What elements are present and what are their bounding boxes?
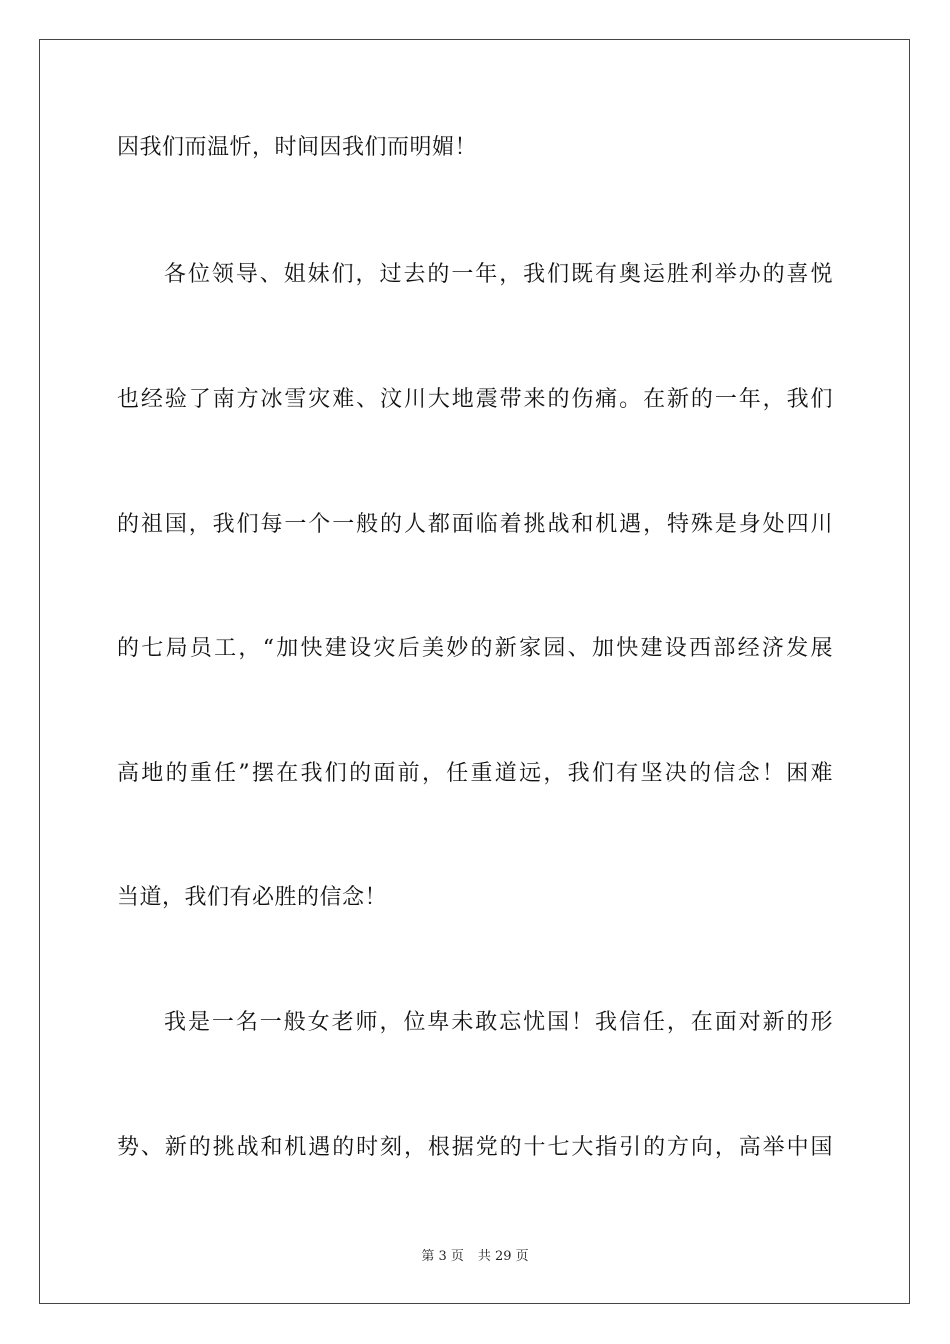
text-line-7: 当道，我们有必胜的信念！ (117, 885, 388, 910)
page-frame (39, 39, 910, 1304)
text-line-3: 也经验了南方冰雪灾难、汶川大地震带来的伤痛。在新的一年，我们 (117, 387, 833, 412)
text-line-5: 的七局员工，“加快建设灾后美妙的新家园、加快建设西部经济发展 (117, 636, 833, 661)
text-line-9: 势、新的挑战和机遇的时刻，根据党的十七大指引的方向，高举中国 (117, 1135, 833, 1160)
text-line-1: 因我们而温忻，时间因我们而明媚！ (117, 135, 478, 160)
text-line-4: 的祖国，我们每一个一般的人都面临着挑战和机遇，特殊是身处四川 (117, 512, 833, 537)
page-footer (0, 1248, 950, 1266)
paragraph-start-line-2: 各位领导、姐妹们，过去的一年，我们既有奥运胜利举办的喜悦 (164, 262, 833, 287)
page-number: 第 3 页 (421, 1249, 464, 1264)
text-line-6: 高地的重任”摆在我们的面前，任重道远，我们有坚决的信念！困难 (117, 761, 833, 786)
page-total: 共 29 页 (477, 1249, 529, 1264)
paragraph-start-line-8: 我是一名一般女老师，位卑未敢忘忧国！我信任，在面对新的形 (164, 1010, 833, 1035)
